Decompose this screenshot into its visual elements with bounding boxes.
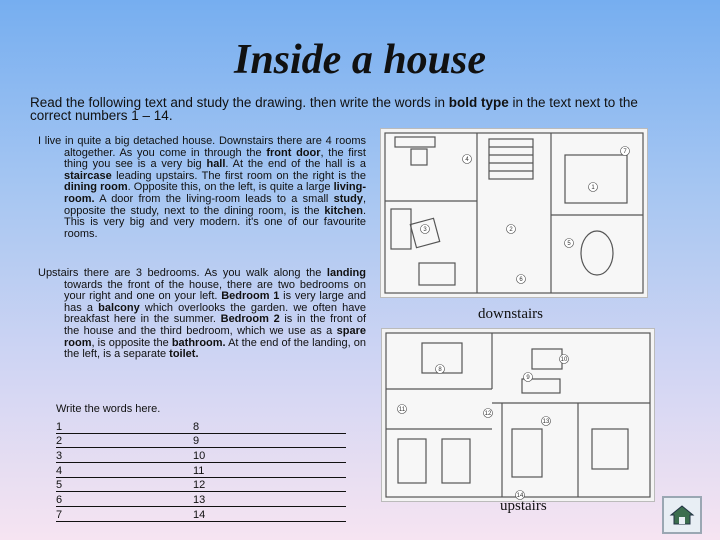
answer-row[interactable] [56, 419, 346, 434]
bold-term: front door [266, 146, 321, 159]
answer-number: 7 [56, 508, 63, 521]
paragraph-text: . Opposite this, on the left, is quite a large [127, 181, 334, 194]
answer-number: 10 [193, 450, 206, 463]
paragraph-text: A door from the living-room leads to a small [94, 192, 334, 205]
bold-term: bathroom. [171, 336, 226, 349]
plan-number: 11 [398, 407, 406, 413]
bold-term: Bedroom 2 [220, 313, 280, 326]
bold-term: kitchen [324, 204, 363, 217]
plan-number: 7 [623, 149, 627, 155]
bold-term: dining room [64, 181, 128, 194]
paragraph-text: At the end of the landing, on the left, is a separate [64, 336, 366, 361]
bold-term: toilet. [169, 348, 199, 361]
plan-number: 3 [423, 227, 427, 233]
upstairs-caption: upstairs [500, 498, 547, 514]
paragraph-text: , opposite the study, next to the dining room, is the [64, 192, 366, 217]
home-icon [669, 504, 695, 526]
answer-row[interactable] [56, 448, 346, 463]
plan-number: 10 [560, 357, 568, 363]
answer-row[interactable] [56, 492, 346, 507]
paragraph-text: , is opposite the [91, 336, 172, 349]
answer-number: 9 [193, 435, 200, 448]
answer-number: 1 [56, 420, 63, 433]
paragraph-text: leading upstairs. The first room on the right is the [111, 169, 366, 182]
paragraph-text: . At the end of the hall is a [225, 158, 366, 171]
paragraph-text: I live in quite a big detached house. Downstairs there are 4 rooms altogether. As you come in through the [38, 135, 366, 159]
answer-sheet [56, 403, 346, 522]
paragraph-text: is very large and has a [64, 290, 366, 314]
answer-number: 8 [193, 420, 200, 433]
bold-term: spare room [64, 324, 366, 349]
answer-row[interactable] [56, 434, 346, 449]
answer-number: 3 [56, 450, 63, 463]
plan-number: 2 [509, 227, 513, 233]
plan-number: 1 [591, 185, 595, 191]
paragraph-text: , the first thing you see is a very big [64, 146, 366, 171]
plan-number: 5 [567, 241, 571, 247]
answer-row[interactable] [56, 463, 346, 478]
plan-number: 4 [465, 157, 469, 163]
paragraph-text: is in the front of the house and the third bedroom, which we use as a [64, 313, 367, 337]
instructions [30, 96, 670, 122]
paragraph-text: towards the front of the house, there are two bedrooms on your right and one on your left. [64, 278, 366, 303]
plan-number: 14 [516, 493, 524, 499]
answer-row[interactable] [56, 507, 346, 522]
bold-term: living-room. [64, 181, 367, 205]
bold-term: hall [206, 158, 226, 171]
instructions-pre: Read the following text and study the drawing. then write the words in [30, 95, 449, 110]
upstairs-paragraph [38, 268, 366, 361]
answer-number: 6 [56, 494, 63, 507]
paragraph-text: which overlooks the garden. we often have breakfast here in the summer. [64, 301, 367, 326]
paragraph-text: Upstairs there are 3 bedrooms. As you walk along the [38, 267, 327, 279]
home-nav-button[interactable] [662, 496, 702, 534]
instructions-post: in the text next to the correct numbers 1 – 14. [30, 95, 638, 123]
answer-row[interactable] [56, 478, 346, 493]
plan-number: 13 [542, 419, 550, 425]
answer-number: 12 [193, 479, 206, 492]
plan-number: 8 [438, 367, 442, 373]
answer-number: 5 [56, 479, 63, 492]
bold-term: staircase [64, 169, 112, 182]
bold-term: balcony [98, 301, 140, 314]
answer-number: 2 [56, 435, 63, 448]
downstairs-floor-plan [380, 128, 648, 298]
page-title: Inside a house [233, 37, 487, 83]
instructions-bold: bold type [448, 95, 509, 110]
plan-number: 6 [519, 277, 523, 283]
downstairs-paragraph [38, 136, 366, 240]
paragraph-text: . This is very big and very modern. it's one of our favourite rooms. [64, 204, 366, 240]
bold-term: landing [326, 267, 366, 279]
plan-number: 9 [526, 375, 530, 381]
plan-number: 12 [484, 411, 492, 417]
answer-number: 14 [193, 508, 206, 521]
answer-number: 11 [193, 464, 205, 477]
answer-number: 4 [56, 464, 63, 477]
downstairs-caption: downstairs [478, 306, 543, 322]
bold-term: Bedroom 1 [221, 290, 280, 303]
bold-term: study [333, 192, 363, 205]
answer-heading: Write the words here. [56, 403, 161, 415]
upstairs-floor-plan [381, 328, 655, 502]
answer-number: 13 [193, 494, 206, 507]
